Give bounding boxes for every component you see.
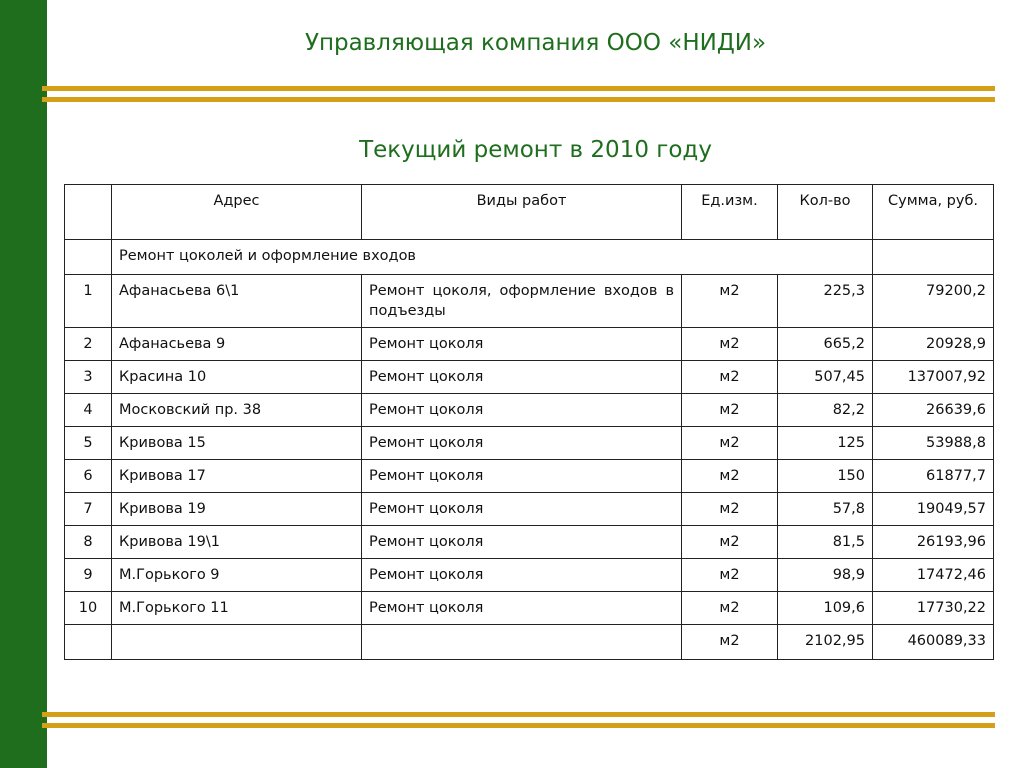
row-qty: 82,2 bbox=[778, 394, 873, 427]
row-address: Кривова 17 bbox=[112, 460, 362, 493]
col-header-sum: Сумма, руб. bbox=[873, 185, 994, 240]
row-number: 4 bbox=[65, 394, 112, 427]
row-sum: 26639,6 bbox=[873, 394, 994, 427]
page-title: Управляющая компания ООО «НИДИ» bbox=[304, 30, 767, 56]
table-row bbox=[65, 427, 994, 460]
section-row bbox=[65, 240, 994, 275]
divider-top-2 bbox=[42, 97, 995, 102]
row-work: Ремонт цоколя, оформление входов в подъезды bbox=[362, 275, 682, 328]
row-work: Ремонт цоколя bbox=[362, 559, 682, 592]
page-subtitle: Текущий ремонт в 2010 году bbox=[359, 137, 712, 163]
row-number: 1 bbox=[65, 275, 112, 328]
repair-table bbox=[64, 184, 994, 660]
row-address: Афанасьева 6\1 bbox=[112, 275, 362, 328]
row-number: 10 bbox=[65, 592, 112, 625]
row-number: 2 bbox=[65, 328, 112, 361]
total-unit: м2 bbox=[682, 625, 778, 660]
total-work-cell bbox=[362, 625, 682, 660]
row-unit: м2 bbox=[682, 394, 778, 427]
row-number: 6 bbox=[65, 460, 112, 493]
section-sum-cell bbox=[873, 240, 994, 275]
row-qty: 150 bbox=[778, 460, 873, 493]
row-sum: 79200,2 bbox=[873, 275, 994, 328]
table-row bbox=[65, 592, 994, 625]
row-address: Кривова 19 bbox=[112, 493, 362, 526]
table-row bbox=[65, 460, 994, 493]
row-sum: 20928,9 bbox=[873, 328, 994, 361]
row-work: Ремонт цоколя bbox=[362, 592, 682, 625]
row-qty: 665,2 bbox=[778, 328, 873, 361]
divider-bottom-2 bbox=[42, 723, 995, 728]
row-work: Ремонт цоколя bbox=[362, 493, 682, 526]
col-header-unit: Ед.изм. bbox=[682, 185, 778, 240]
row-address: Кривова 15 bbox=[112, 427, 362, 460]
row-number: 3 bbox=[65, 361, 112, 394]
row-address: М.Горького 11 bbox=[112, 592, 362, 625]
row-address: Московский пр. 38 bbox=[112, 394, 362, 427]
row-work: Ремонт цоколя bbox=[362, 328, 682, 361]
row-number: 8 bbox=[65, 526, 112, 559]
row-unit: м2 bbox=[682, 361, 778, 394]
row-qty: 507,45 bbox=[778, 361, 873, 394]
row-sum: 53988,8 bbox=[873, 427, 994, 460]
col-header-qty: Кол-во bbox=[778, 185, 873, 240]
row-sum: 61877,7 bbox=[873, 460, 994, 493]
row-sum: 17730,22 bbox=[873, 592, 994, 625]
row-unit: м2 bbox=[682, 275, 778, 328]
row-unit: м2 bbox=[682, 460, 778, 493]
row-work: Ремонт цоколя bbox=[362, 460, 682, 493]
row-sum: 17472,46 bbox=[873, 559, 994, 592]
total-sum: 460089,33 bbox=[873, 625, 994, 660]
table-row bbox=[65, 394, 994, 427]
table-row bbox=[65, 526, 994, 559]
row-work: Ремонт цоколя bbox=[362, 427, 682, 460]
table-row bbox=[65, 328, 994, 361]
row-address: М.Горького 9 bbox=[112, 559, 362, 592]
section-title: Ремонт цоколей и оформление входов bbox=[112, 240, 873, 275]
col-header-work: Виды работ bbox=[362, 185, 682, 240]
row-sum: 137007,92 bbox=[873, 361, 994, 394]
row-qty: 125 bbox=[778, 427, 873, 460]
row-sum: 19049,57 bbox=[873, 493, 994, 526]
row-number: 9 bbox=[65, 559, 112, 592]
col-header-address: Адрес bbox=[112, 185, 362, 240]
left-accent-bar bbox=[0, 0, 47, 768]
row-qty: 225,3 bbox=[778, 275, 873, 328]
total-address-cell bbox=[112, 625, 362, 660]
row-unit: м2 bbox=[682, 493, 778, 526]
row-number: 7 bbox=[65, 493, 112, 526]
total-qty: 2102,95 bbox=[778, 625, 873, 660]
row-sum: 26193,96 bbox=[873, 526, 994, 559]
row-address: Красина 10 bbox=[112, 361, 362, 394]
row-unit: м2 bbox=[682, 559, 778, 592]
row-qty: 57,8 bbox=[778, 493, 873, 526]
divider-bottom-1 bbox=[42, 712, 995, 717]
row-unit: м2 bbox=[682, 427, 778, 460]
row-work: Ремонт цоколя bbox=[362, 361, 682, 394]
row-address: Кривова 19\1 bbox=[112, 526, 362, 559]
table-row bbox=[65, 559, 994, 592]
table-row bbox=[65, 275, 994, 328]
row-work: Ремонт цоколя bbox=[362, 526, 682, 559]
row-qty: 109,6 bbox=[778, 592, 873, 625]
divider-top-1 bbox=[42, 86, 995, 91]
row-qty: 81,5 bbox=[778, 526, 873, 559]
row-work: Ремонт цоколя bbox=[362, 394, 682, 427]
total-row bbox=[65, 625, 994, 660]
table-row bbox=[65, 361, 994, 394]
total-number-cell bbox=[65, 625, 112, 660]
table-row bbox=[65, 493, 994, 526]
table-header-row bbox=[65, 185, 994, 240]
row-unit: м2 bbox=[682, 328, 778, 361]
col-header-number bbox=[65, 185, 112, 240]
row-qty: 98,9 bbox=[778, 559, 873, 592]
section-number-cell bbox=[65, 240, 112, 275]
row-address: Афанасьева 9 bbox=[112, 328, 362, 361]
row-unit: м2 bbox=[682, 526, 778, 559]
row-unit: м2 bbox=[682, 592, 778, 625]
row-number: 5 bbox=[65, 427, 112, 460]
